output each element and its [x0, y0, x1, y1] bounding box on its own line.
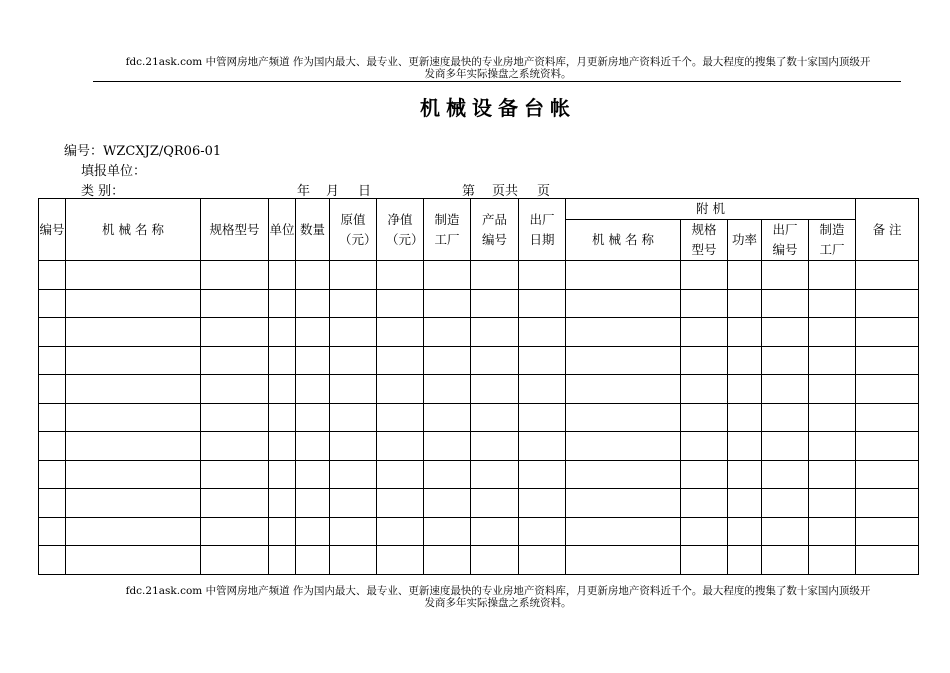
table-body [39, 261, 919, 575]
table-cell[interactable] [519, 460, 566, 489]
table-cell[interactable] [519, 261, 566, 290]
table-cell[interactable] [201, 517, 269, 546]
table-cell[interactable] [269, 546, 296, 575]
header-production-date: 出厂日期 [519, 199, 566, 261]
header-index: 编号 [39, 199, 66, 261]
table-cell[interactable] [519, 432, 566, 461]
table-cell[interactable] [66, 517, 201, 546]
table-row [39, 289, 919, 318]
table-cell[interactable] [39, 517, 66, 546]
header-machine-name: 机 械 名 称 [66, 199, 201, 261]
table-cell[interactable] [296, 460, 330, 489]
table-cell[interactable] [809, 346, 856, 375]
table-cell[interactable] [377, 289, 424, 318]
table-cell[interactable] [566, 489, 681, 518]
table-cell[interactable] [762, 460, 809, 489]
table-cell[interactable] [471, 318, 519, 347]
table-cell[interactable] [809, 318, 856, 347]
header-sub-power: 功率 [728, 220, 762, 261]
table-row [39, 546, 919, 575]
table-cell[interactable] [681, 517, 728, 546]
table-cell[interactable] [66, 489, 201, 518]
table-cell[interactable] [377, 346, 424, 375]
date-year-label: 年 [297, 184, 311, 199]
table-cell[interactable] [566, 346, 681, 375]
table-cell[interactable] [201, 375, 269, 404]
table-cell[interactable] [471, 432, 519, 461]
header-product-no: 产品编号 [471, 199, 519, 261]
table-cell[interactable] [269, 261, 296, 290]
table-cell[interactable] [856, 517, 919, 546]
table-cell[interactable] [66, 460, 201, 489]
header-sub-factory-no: 出厂编号 [762, 220, 809, 261]
table-cell[interactable] [330, 289, 377, 318]
table-cell[interactable] [201, 546, 269, 575]
table-cell[interactable] [424, 346, 471, 375]
header-sub-manufacturer: 制造工厂 [809, 220, 856, 261]
table-cell[interactable] [762, 517, 809, 546]
table-cell[interactable] [762, 546, 809, 575]
table-cell[interactable] [296, 318, 330, 347]
form-number [64, 140, 221, 159]
table-cell[interactable] [269, 403, 296, 432]
table-cell[interactable] [66, 346, 201, 375]
table-cell[interactable] [471, 546, 519, 575]
table-cell[interactable] [424, 375, 471, 404]
table-cell[interactable] [377, 517, 424, 546]
category-label: 类 别： [81, 184, 125, 199]
table-header-row-1 [39, 199, 919, 220]
table-cell[interactable] [856, 289, 919, 318]
table-cell[interactable] [471, 375, 519, 404]
table-cell[interactable] [566, 432, 681, 461]
table-cell[interactable] [856, 375, 919, 404]
table-cell[interactable] [566, 546, 681, 575]
table-cell[interactable] [471, 489, 519, 518]
form-number-label: 编号： [64, 144, 104, 159]
table-cell[interactable] [377, 261, 424, 290]
table-cell[interactable] [809, 432, 856, 461]
table-cell[interactable] [377, 460, 424, 489]
table-cell[interactable] [519, 489, 566, 518]
table-cell[interactable] [201, 289, 269, 318]
table-cell[interactable] [519, 375, 566, 404]
table-cell[interactable] [728, 546, 762, 575]
table-cell[interactable] [856, 403, 919, 432]
table-cell[interactable] [424, 403, 471, 432]
table-cell[interactable] [330, 403, 377, 432]
table-cell[interactable] [269, 289, 296, 318]
table-cell[interactable] [377, 489, 424, 518]
table-row [39, 375, 919, 404]
table-cell[interactable] [681, 546, 728, 575]
table-cell[interactable] [681, 346, 728, 375]
table-cell[interactable] [566, 289, 681, 318]
table-cell[interactable] [809, 489, 856, 518]
table-cell[interactable] [39, 318, 66, 347]
header-banner-line2: 发商多年实际操盘之系统资料。 [424, 68, 572, 80]
table-cell[interactable] [762, 375, 809, 404]
table-cell[interactable] [66, 432, 201, 461]
table-cell[interactable] [66, 375, 201, 404]
table-cell[interactable] [471, 460, 519, 489]
table-cell[interactable] [681, 318, 728, 347]
table-cell[interactable] [39, 346, 66, 375]
table-cell[interactable] [566, 460, 681, 489]
table-cell[interactable] [296, 261, 330, 290]
header-quantity: 数量 [296, 199, 330, 261]
table-cell[interactable] [424, 460, 471, 489]
table-cell[interactable] [377, 318, 424, 347]
table-cell[interactable] [201, 261, 269, 290]
table-cell[interactable] [681, 460, 728, 489]
table-cell[interactable] [39, 432, 66, 461]
header-remarks: 备 注 [856, 199, 919, 261]
table-cell[interactable] [566, 261, 681, 290]
table-cell[interactable] [424, 289, 471, 318]
table-cell[interactable] [39, 546, 66, 575]
form-number-value: WZCXJZ/QR06-01 [103, 144, 222, 159]
table-cell[interactable] [762, 318, 809, 347]
table-cell[interactable] [762, 432, 809, 461]
footer-banner-line2: 发商多年实际操盘之系统资料。 [424, 597, 572, 609]
table-cell[interactable] [856, 261, 919, 290]
table-cell[interactable] [269, 460, 296, 489]
page-suffix-label: 页 [537, 184, 551, 199]
table-row [39, 318, 919, 347]
table-cell[interactable] [201, 318, 269, 347]
page-title: 机械设备台帐 [420, 96, 576, 120]
table-cell[interactable] [424, 517, 471, 546]
table-cell[interactable] [728, 460, 762, 489]
table-cell[interactable] [728, 517, 762, 546]
page-total-label: 页共 [492, 184, 519, 199]
table-row [39, 403, 919, 432]
table-cell[interactable] [201, 432, 269, 461]
table-cell[interactable] [809, 375, 856, 404]
table-cell[interactable] [809, 289, 856, 318]
table-cell[interactable] [519, 346, 566, 375]
header-attached-machines: 附 机 [566, 199, 856, 220]
table-cell[interactable] [681, 403, 728, 432]
table-cell[interactable] [330, 517, 377, 546]
table-cell[interactable] [762, 403, 809, 432]
table-cell[interactable] [296, 432, 330, 461]
table-cell[interactable] [201, 460, 269, 489]
header-banner-line1: fdc.21ask.com 中管网房地产频道 作为国内最大、最专业、更新速度最快的专业房地产资料库，月更新房地产资料近千个。最大程度的搜集了数十家国内顶级开 [125, 56, 871, 68]
header-manufacturer: 制造工厂 [424, 199, 471, 261]
table-cell[interactable] [471, 261, 519, 290]
table-cell[interactable] [728, 318, 762, 347]
table-cell[interactable] [566, 318, 681, 347]
table-cell[interactable] [728, 375, 762, 404]
table-cell[interactable] [519, 517, 566, 546]
table-cell[interactable] [269, 489, 296, 518]
table-cell[interactable] [296, 517, 330, 546]
table-cell[interactable] [728, 289, 762, 318]
table-cell[interactable] [201, 403, 269, 432]
table-cell[interactable] [728, 261, 762, 290]
table-cell[interactable] [728, 432, 762, 461]
table-cell[interactable] [856, 318, 919, 347]
table-cell[interactable] [296, 489, 330, 518]
table-cell[interactable] [377, 403, 424, 432]
table-cell[interactable] [762, 489, 809, 518]
table-cell[interactable] [762, 289, 809, 318]
table-cell[interactable] [296, 403, 330, 432]
page-prefix-label: 第 [462, 184, 476, 199]
equipment-ledger-table [38, 198, 919, 575]
table-cell[interactable] [66, 318, 201, 347]
header-original-value: 原值（元） [330, 199, 377, 261]
table-cell[interactable] [856, 432, 919, 461]
table-cell[interactable] [296, 289, 330, 318]
table-cell[interactable] [201, 346, 269, 375]
table-cell[interactable] [728, 403, 762, 432]
table-cell[interactable] [330, 346, 377, 375]
table-cell[interactable] [39, 289, 66, 318]
table-cell[interactable] [39, 489, 66, 518]
table-cell[interactable] [856, 346, 919, 375]
table-cell[interactable] [762, 346, 809, 375]
reporting-unit-label: 填报单位： [81, 164, 147, 179]
table-cell[interactable] [296, 346, 330, 375]
table-cell[interactable] [519, 403, 566, 432]
table-cell[interactable] [471, 289, 519, 318]
header-unit: 单位 [269, 199, 296, 261]
header-rule [93, 81, 901, 82]
table-cell[interactable] [39, 460, 66, 489]
table-cell[interactable] [330, 546, 377, 575]
table-cell[interactable] [66, 261, 201, 290]
table-cell[interactable] [424, 261, 471, 290]
table-cell[interactable] [424, 546, 471, 575]
header-sub-machine-name: 机 械 名 称 [566, 220, 681, 261]
table-cell[interactable] [809, 460, 856, 489]
table-row [39, 346, 919, 375]
table-cell[interactable] [39, 261, 66, 290]
table-cell[interactable] [566, 375, 681, 404]
table-cell[interactable] [66, 289, 201, 318]
header-banner [95, 56, 901, 80]
table-cell[interactable] [269, 375, 296, 404]
table-cell[interactable] [269, 346, 296, 375]
table-cell[interactable] [269, 432, 296, 461]
date-month-label: 月 [326, 184, 340, 199]
table-cell[interactable] [519, 546, 566, 575]
table-cell[interactable] [471, 403, 519, 432]
table-cell[interactable] [424, 318, 471, 347]
table-cell[interactable] [330, 460, 377, 489]
table-cell[interactable] [39, 375, 66, 404]
table-cell[interactable] [201, 489, 269, 518]
table-cell[interactable] [519, 318, 566, 347]
table-cell[interactable] [296, 375, 330, 404]
table-cell[interactable] [424, 432, 471, 461]
table-cell[interactable] [330, 375, 377, 404]
table-cell[interactable] [330, 318, 377, 347]
table-cell[interactable] [330, 489, 377, 518]
table-cell[interactable] [809, 403, 856, 432]
table-cell[interactable] [728, 489, 762, 518]
table-row [39, 460, 919, 489]
table-cell[interactable] [809, 517, 856, 546]
table-cell[interactable] [330, 261, 377, 290]
table-cell[interactable] [681, 489, 728, 518]
table-cell[interactable] [728, 346, 762, 375]
table-cell[interactable] [809, 546, 856, 575]
table-cell[interactable] [856, 546, 919, 575]
table-cell[interactable] [809, 261, 856, 290]
table-row [39, 432, 919, 461]
header-net-value: 净值（元） [377, 199, 424, 261]
table-cell[interactable] [681, 375, 728, 404]
table-cell[interactable] [681, 432, 728, 461]
table-cell[interactable] [330, 432, 377, 461]
table-cell[interactable] [377, 546, 424, 575]
table-row [39, 261, 919, 290]
table-cell[interactable] [269, 318, 296, 347]
table-cell[interactable] [681, 261, 728, 290]
table-cell[interactable] [856, 460, 919, 489]
table-row [39, 517, 919, 546]
table-cell[interactable] [66, 546, 201, 575]
table-cell[interactable] [471, 346, 519, 375]
table-cell[interactable] [39, 403, 66, 432]
header-model: 规格型号 [201, 199, 269, 261]
header-sub-model: 规格型号 [681, 220, 728, 261]
table-cell[interactable] [377, 432, 424, 461]
table-cell[interactable] [566, 403, 681, 432]
table-cell[interactable] [519, 289, 566, 318]
table-cell[interactable] [424, 489, 471, 518]
date-day-label: 日 [358, 184, 372, 199]
footer-banner [95, 585, 901, 609]
table-cell[interactable] [471, 517, 519, 546]
table-cell[interactable] [856, 489, 919, 518]
table-cell[interactable] [377, 375, 424, 404]
table-cell[interactable] [681, 289, 728, 318]
table-cell[interactable] [66, 403, 201, 432]
table-cell[interactable] [762, 261, 809, 290]
table-cell[interactable] [296, 546, 330, 575]
table-row [39, 489, 919, 518]
table-cell[interactable] [566, 517, 681, 546]
table-cell[interactable] [269, 517, 296, 546]
footer-banner-line1: fdc.21ask.com 中管网房地产频道 作为国内最大、最专业、更新速度最快的专业房地产资料库，月更新房地产资料近千个。最大程度的搜集了数十家国内顶级开 [125, 585, 871, 597]
